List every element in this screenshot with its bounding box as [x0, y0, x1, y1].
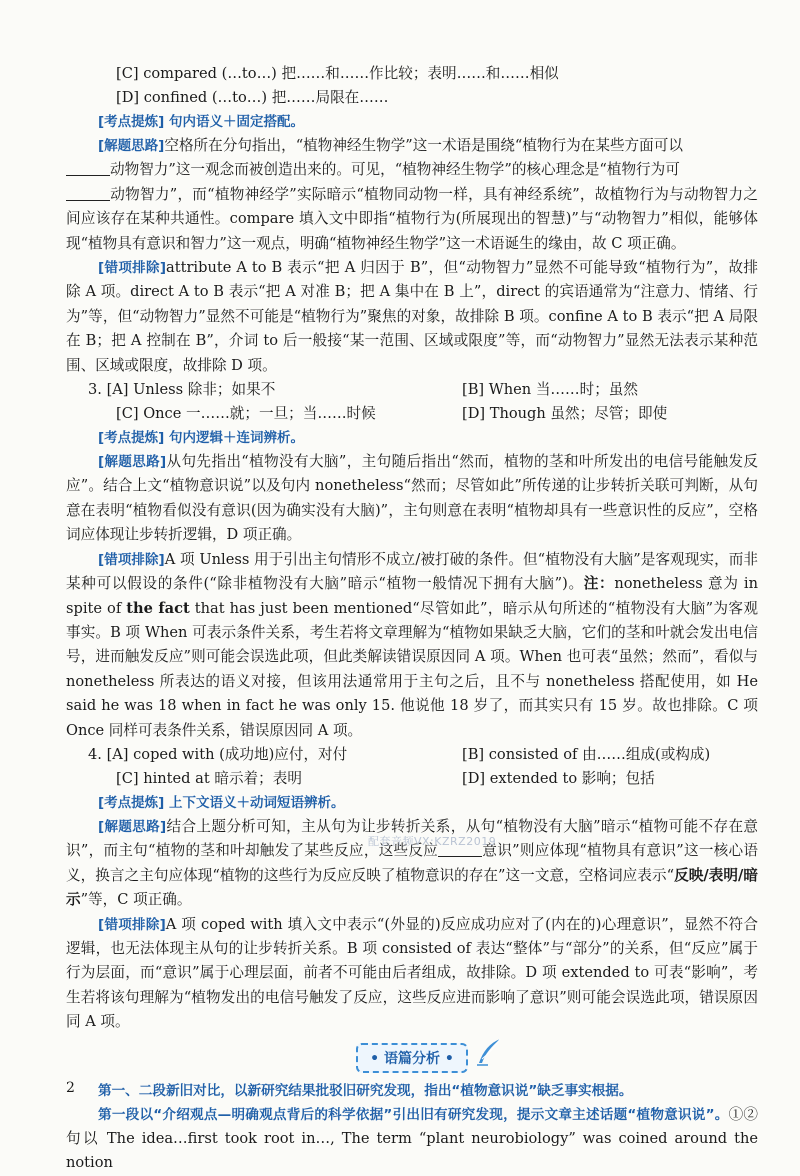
watermark: 配套音频VX:KZRZ2019 [368, 835, 497, 848]
section-para-1-rest: ①②句以 The idea…first took root in…, The term “plant neurobiology” was coined around the notion [66, 1105, 758, 1172]
blank [438, 856, 482, 857]
tag-kaodian: [考点提炼] [98, 794, 165, 811]
q3-jieti-text: 从句先指出“植物没有大脑”，主句随后指出“然而，植物的茎和叶所发出的电信号能触发反应”。结合上文“植物意识说”以及句内 nonetheless“然而；尽管如此”所传递的让步转折关联可判断，从句意在表明“植物看似没有意识(因为确实没有大脑)”，主句则意在表明“植物却具有一些意识性的反应”，空格词应体现让步转折逻辑，D 项正确。 [66, 453, 758, 544]
q2-jieti-1: 空格所在分句指出，“植物神经生物学”这一术语是围绕“植物行为在某些方面可以 [164, 137, 683, 154]
tag-jieti: [解题思路] [98, 818, 167, 835]
q4-jieti-3: ”等，C 项正确。 [80, 891, 192, 909]
q2-option-c: [C] compared (…to…) 把……和……作比较；表明……和……相似 [116, 65, 559, 82]
kaodian-text: 句内语义＋固定搭配。 [169, 114, 305, 130]
tag-cuoxiang: [错项排除] [98, 551, 165, 568]
note-label: 注： [583, 575, 615, 593]
q2-jieti-3: 动物智力”，而“植物神经学”实际暗示“植物同动物一样，具有神经系统”，故植物行为与动物智力之间应该存在某种共通性。compare 填入文中即指“植物行为(所展现出的智慧)”与“动物智力”相似，能够体现“植物具有意识和智力”这一观点，明确“植物神经生物学”这一术语诞生的缘由，故 C 项正确。 [66, 185, 758, 252]
q3-options-row1 [66, 378, 758, 402]
kaodian-text: 句内逻辑＋连词辨析。 [169, 430, 305, 447]
section-header [66, 1043, 758, 1073]
blank [66, 175, 110, 176]
tag-kaodian: [考点提炼] [98, 430, 165, 447]
q3-option-c: [C] Once 一……就；一旦；当……时候 [116, 405, 376, 423]
section-badge-label: • 语篇分析 • [370, 1050, 454, 1067]
q4-kaodian [66, 791, 758, 815]
section-badge [356, 1043, 468, 1073]
tag-kaodian: [考点提炼] [98, 114, 165, 130]
q3-cuoxiang [66, 548, 758, 743]
tag-jieti: [解题思路] [98, 454, 167, 471]
section-para-1 [66, 1103, 758, 1176]
q3-options-row2 [66, 402, 758, 426]
q4-jieti-bold: 反映/表明/暗示 [66, 866, 758, 909]
q3-kaodian [66, 426, 758, 450]
blank [66, 200, 110, 201]
q2-jieti [66, 134, 758, 256]
q4-options-row1 [66, 743, 758, 767]
tag-cuoxiang: [错项排除] [98, 916, 166, 933]
the-fact: the fact [126, 599, 190, 617]
q4-cuoxiang [66, 913, 758, 1035]
q4-cuoxiang-text: A 项 coped with 填入文中表示“(外显的)反应成功应对了(内在的)心理意识”，显然不符合逻辑，也无法体现主从句的让步转折关系。B 项 consisted of 表达“整体”与“部分”的关系，但“反应”属于行为层面，而“意识”属于心理层面，前者不可能由后者组成，故排除。D 项 extended to 可表“影响”，考生若将该句理解为“植物发出的电信号触发了反应，这些反应进而影响了意识”则可能会误选此项，错误原因同 A 项。 [66, 915, 758, 1031]
q2-cuoxiang [66, 256, 758, 378]
q4-jieti-1: 结合上题分析可知，主从句为让步转折关系，从句“植物没有大脑”暗示“植物可能不存在意识”，而主句“植物的茎和叶却触发了某些反应，这些反应 [66, 817, 758, 860]
q4-option-b: [B] consisted of 由……组成(或构成) [462, 745, 711, 763]
feather-pen-icon [474, 1037, 504, 1067]
tag-cuoxiang: [错项排除] [98, 260, 167, 277]
section-para-1-bold: 第一段以“介绍观点—明确观点背后的科学依据”引出旧有研究发现，提示文章主述话题“植物意识说”。 [98, 1106, 729, 1123]
q4-option-c: [C] hinted at 暗示着；表明 [116, 769, 302, 787]
q3-cuoxiang-2: nonetheless 意为 in spite of [66, 575, 759, 617]
kaodian-text: 上下文语义＋动词短语辨析。 [169, 794, 345, 811]
q2-kaodian [66, 110, 758, 134]
q4-option-d: [D] extended to 影响；包括 [462, 769, 655, 787]
q4-options-row2 [66, 767, 758, 791]
page-number: 2 [66, 1080, 75, 1096]
q3-jieti [66, 450, 758, 548]
page-content [66, 62, 758, 1176]
section-summary: 第一、二段新旧对比，以新研究结果批驳旧研究发现，指出“植物意识说”缺乏事实根据。 [98, 1082, 633, 1099]
q3-cuoxiang-3: that has just been mentioned“尽管如此”，暗示从句所述的“植物没有大脑”为客观事实。B 项 When 可表示条件关系，考生若将文章理解为“植物如果缺乏大脑，它们的茎和叶就会发出电信号，进而触发反应”则可能会误选此项，但此类解读错误原因同 A 项。When 也可表“虽然；然而”，看似与 nonetheless 所表达的语义对接，但该用法通常用于主句之后，且不与 nonetheless 搭配使用，如 He said he was 18 when in fact he was only 15. 他说他 18 岁了，而其实只有 15 岁。故也排除。C 项 Once 同样可表条件关系，错误原因同 A 项。 [66, 599, 759, 739]
q3-option-a: 3. [A] Unless 除非；如果不 [88, 381, 276, 399]
q2-option-d: [D] confined (…to…) 把……局限在…… [116, 89, 389, 106]
tag-jieti: [解题思路] [98, 138, 165, 154]
q4-jieti-2: 意识”则应体现“植物具有意识”这一核心语义，换言之主句应体现“植物的这些行为反应反映了植物意识的存在”这一文意，空格词应表示“ [66, 842, 758, 884]
q4-option-a: 4. [A] coped with (成功地)应付，对付 [88, 745, 348, 763]
q4-jieti [66, 815, 758, 913]
q2-cuoxiang-text: attribute A to B 表示“把 A 归因于 B”，但“动物智力”显然不可能导致“植物行为”，故排除 A 项。direct A to B 表示“把 A 对准 B；把 A 集中在 B 上”，direct 的宾语通常为“注意力、情绪、行为”等，但“动物智力”显然不可能是“植物行为”聚焦的对象，故排除 B 项。confine A to B 表示“把 A 局限在 B；把 A 控制在 B”，介词 to 后一般接“某一范围、区域或限度”等，而“动物智力”显然无法表示某种范围、区域或限度，故排除 D 项。 [66, 259, 759, 374]
q3-cuoxiang-1: A 项 Unless 用于引出主句情形不成立/被打破的条件。但“植物没有大脑”是客观现实，而非某种可以假设的条件(“除非植物没有大脑”暗示“植物一般情况下拥有大脑”)。 [66, 550, 758, 593]
q3-option-b: [B] When 当……时；虽然 [462, 381, 638, 399]
q3-option-d: [D] Though 虽然；尽管；即使 [462, 405, 668, 423]
q2-jieti-2: 动物智力”这一观念而被创造出来的。可见，“植物神经生物学”的核心理念是“植物行为可 [110, 161, 680, 179]
